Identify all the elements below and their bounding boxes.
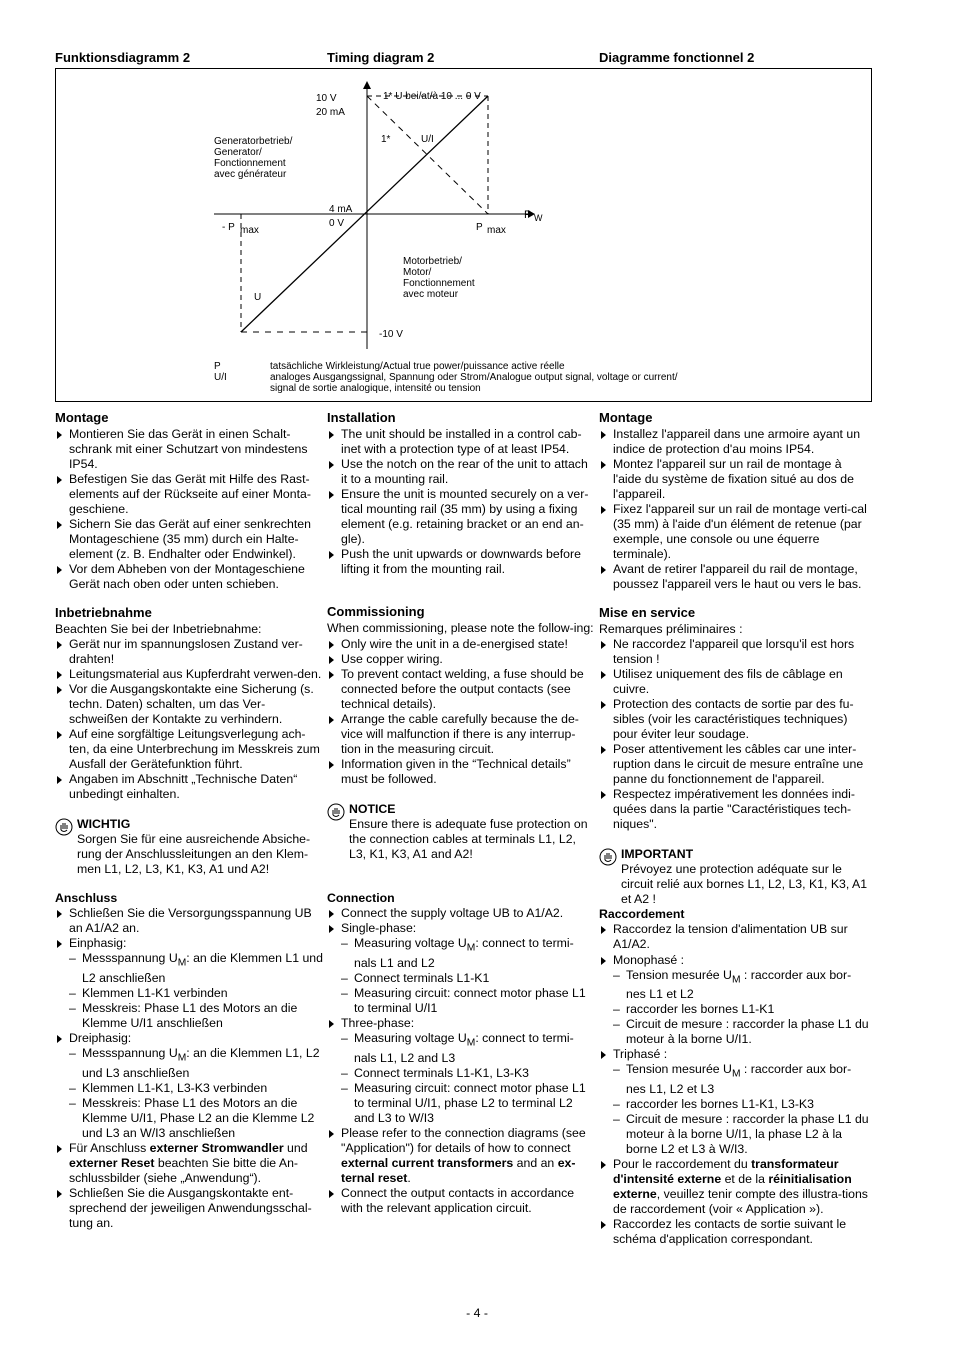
section-title-commissioning: Mise en service bbox=[599, 604, 696, 620]
label-gen-3: Fonctionnement bbox=[214, 158, 286, 169]
commissioning-intro: When commissioning, please note the follow-ing: bbox=[327, 621, 594, 636]
column-en bbox=[327, 410, 595, 1216]
legend-ui-text-1: analoges Ausgangssignal, Spannung oder Strom/Analogue output signal, voltage or current/ bbox=[270, 372, 678, 383]
list-item: To prevent contact welding, a fuse should be connected before the output contacts (see technical details). bbox=[327, 667, 595, 712]
list-item: Information given in the “Technical details” must be followed. bbox=[327, 757, 595, 787]
mounting-list bbox=[55, 427, 323, 593]
list-item: Raccordez la tension d'alimentation UB sur A1/A2. bbox=[599, 922, 871, 952]
list-subitem: – raccorder les bornes L1-K1, L3-K3 bbox=[599, 1097, 871, 1112]
list-item: Fixez l'appareil sur un rail de montage verti-cal (35 mm) à l'aide d'un élément de retenue (par exemple, une console ou une équerre terminale). bbox=[599, 502, 871, 562]
list-subitem: – Connect terminals L1-K1 bbox=[327, 971, 595, 986]
list-item: Angaben im Abschnitt „Technische Daten“ unbedingt einhalten. bbox=[55, 772, 323, 802]
list-subitem: – Circuit de mesure : raccorder la phase L1 du moteur à la borne U/I1. bbox=[599, 1017, 871, 1047]
list-subitem: – Tension mesurée $U_M$ : raccorder aux bor-nes L1, L2 et L3 bbox=[599, 1062, 871, 1097]
list-item: Für Anschluss externer Stromwandler und externer Reset beachten Sie bitte die An-schlussbilder (siehe „Anwendung“). bbox=[55, 1141, 323, 1186]
list-item: Befestigen Sie das Gerät mit Hilfe des Rast-elements auf der Rückseite auf einer Monta-geschiene. bbox=[55, 472, 323, 517]
legend-p-key: P bbox=[214, 361, 221, 372]
list-item: Please refer to the connection diagrams (see "Application") for details of how to connect external current transformers and an ex-ternal reset. bbox=[327, 1126, 595, 1186]
list-item: Push the unit upwards or downwards before lifting it from the mounting rail. bbox=[327, 547, 595, 577]
section-title-mounting: Montage bbox=[599, 410, 653, 425]
label-mot-2: Motor/ bbox=[403, 267, 432, 278]
section-title-mounting: Montage bbox=[55, 410, 109, 425]
label-gen-1: Generatorbetrieb/ bbox=[214, 136, 293, 147]
list-item: Use copper wiring. bbox=[327, 652, 595, 667]
legend-ui-key: U/I bbox=[214, 372, 227, 383]
list-item: Leitungsmaterial aus Kupferdraht verwen-den. bbox=[55, 667, 323, 682]
list-item: Triphasé : bbox=[599, 1047, 871, 1062]
page-number: - 4 - bbox=[466, 1306, 488, 1320]
note-text: Ensure there is adequate fuse protection on the connection cables at terminals L1, L2, L3, K1, K3, A1 and A2! bbox=[349, 817, 588, 862]
list-subitem: – Messspannung $U_M$: an die Klemmen L1 und L2 anschließen bbox=[55, 951, 323, 986]
list-subitem: – Circuit de mesure : raccorder la phase L1 du moteur à la borne U/I1, la phase L2 à la borne L2 et L3 à W/I3. bbox=[599, 1112, 871, 1157]
list-subitem: – Measuring circuit: connect motor phase L1 to terminal U/I1, phase L2 to terminal L2 and L3 to W/I3 bbox=[327, 1081, 595, 1126]
connection-list bbox=[55, 906, 323, 1231]
section-title-mounting: Installation bbox=[327, 410, 396, 425]
list-item: Use the notch on the rear of the unit to attach it to a mounting rail. bbox=[327, 457, 595, 487]
list-item: Schließen Sie die Ausgangskontakte ent-sprechend der jeweiligen Anwendungsschal-tung an. bbox=[55, 1186, 323, 1231]
list-item: Monophasé : bbox=[599, 953, 871, 968]
label-4ma: 4 mA bbox=[329, 204, 353, 215]
list-subitem: – Measuring voltage $U_M$: connect to termi-nals L1 and L2 bbox=[327, 936, 595, 971]
label-neg-max: max bbox=[240, 225, 259, 236]
legend-p-text: tatsächliche Wirkleistung/Actual true power/puissance active réelle bbox=[270, 361, 565, 372]
note-title: IMPORTANT bbox=[621, 847, 694, 862]
commissioning-intro: Beachten Sie bei der Inbetriebnahme: bbox=[55, 621, 262, 636]
y-axis-arrow bbox=[363, 81, 371, 89]
hand-icon bbox=[55, 818, 73, 836]
label-20ma: 20 mA bbox=[316, 107, 345, 118]
note-text: Sorgen Sie für eine ausreichende Absiche-rung der Anschlussleitungen an den Klem-men L1, L2, L3, K1, K3, A1 und A2! bbox=[77, 832, 311, 877]
label-mot-3: Fonctionnement bbox=[403, 278, 475, 289]
legend-ui-text-2: signal de sortie analogique, intensité ou tension bbox=[270, 383, 481, 394]
label-gen-4: avec générateur bbox=[214, 169, 287, 180]
section-title-connection: Connection bbox=[327, 891, 395, 906]
list-item: Connect the supply voltage UB to A1/A2. bbox=[327, 906, 595, 921]
list-subitem: – Messkreis: Phase L1 des Motors an die Klemme U/I1 anschließen bbox=[55, 1001, 323, 1031]
list-item: Sichern Sie das Gerät auf einer senkrechten Montageschiene (35 mm) durch ein Halte-element (z. B. Endhalter oder Endwinkel). bbox=[55, 517, 323, 562]
commissioning-list bbox=[599, 637, 871, 833]
list-subitem: – Klemmen L1-K1, L3-K3 verbinden bbox=[55, 1081, 323, 1096]
list-item: Three-phase: bbox=[327, 1016, 595, 1031]
mounting-list bbox=[327, 427, 595, 577]
section-title-connection: Anschluss bbox=[55, 891, 118, 906]
label-mot-4: avec moteur bbox=[403, 289, 459, 300]
note-block bbox=[327, 802, 595, 862]
label-neg-p: - P bbox=[222, 222, 235, 233]
hand-icon bbox=[327, 803, 345, 821]
label-pw-p: P bbox=[524, 209, 532, 221]
list-item: Protection des contacts de sortie par des fu-sibles (voir les caractéristiques techniques) pour éviter leur soudage. bbox=[599, 697, 871, 742]
label-mot-1: Motorbetrieb/ bbox=[403, 256, 462, 267]
list-item: Montieren Sie das Gerät in einen Schalt-schrank mit einer Schutzart von mindestens IP54. bbox=[55, 427, 323, 472]
list-item: Auf eine sorgfältige Leitungsverlegung ach-ten, da eine Unterbrechung im Messkreis zum Ausfall der Gerätefunktion führt. bbox=[55, 727, 323, 772]
list-item: Montez l'appareil sur un rail de montage à l'aide du système de fixation situé au dos de l'appareil. bbox=[599, 457, 871, 502]
label-u: U bbox=[254, 292, 262, 303]
list-subitem: – Messkreis: Phase L1 des Motors an die Klemme U/I1, Phase L2 an die Klemme L2 und L3 an W/I3 anschließen bbox=[55, 1096, 323, 1141]
label-0v: 0 V bbox=[329, 218, 345, 229]
header-de: Funktionsdiagramm 2 bbox=[55, 50, 191, 65]
list-subitem: – Connect terminals L1-K1, L3-K3 bbox=[327, 1066, 595, 1081]
label-pw-w: W bbox=[534, 213, 543, 223]
label-gen-2: Generator/ bbox=[214, 147, 262, 158]
section-title-commissioning: Commissioning bbox=[327, 604, 425, 620]
note-block bbox=[599, 847, 871, 907]
connection-list bbox=[599, 922, 871, 1247]
commissioning-list bbox=[55, 637, 323, 803]
list-item: Einphasig: bbox=[55, 936, 323, 951]
label-10v: 10 V bbox=[316, 93, 337, 104]
label-pos-max: max bbox=[487, 225, 506, 236]
commissioning-intro: Remarques préliminaires : bbox=[599, 621, 743, 636]
list-subitem: – raccorder les bornes L1-K1 bbox=[599, 1002, 871, 1017]
list-subitem: – Measuring voltage $U_M$: connect to termi-nals L1, L2 and L3 bbox=[327, 1031, 595, 1066]
list-item: Utilisez uniquement des fils de câblage en cuivre. bbox=[599, 667, 871, 697]
section-title-connection: Raccordement bbox=[599, 907, 685, 922]
list-item: Vor dem Abheben von der Montageschiene Gerät nach oben oder unten schieben. bbox=[55, 562, 323, 592]
label-1star: 1* bbox=[381, 134, 391, 145]
list-item: Ne raccordez l'appareil que lorsqu'il est hors tension ! bbox=[599, 637, 871, 667]
list-subitem: – Klemmen L1-K1 verbinden bbox=[55, 986, 323, 1001]
list-item: Dreiphasig: bbox=[55, 1031, 323, 1046]
note-block bbox=[55, 817, 323, 877]
label-ui: U/I bbox=[421, 134, 434, 145]
list-item: Connect the output contacts in accordance with the relevant application circuit. bbox=[327, 1186, 595, 1216]
list-item: Single-phase: bbox=[327, 921, 595, 936]
section-title-commissioning: Inbetriebnahme bbox=[55, 604, 152, 620]
timing-diagram bbox=[55, 68, 872, 402]
mounting-list bbox=[599, 427, 871, 593]
header-fr: Diagramme fonctionnel 2 bbox=[599, 50, 755, 65]
list-subitem: – Measuring circuit: connect motor phase L1 to terminal U/I1 bbox=[327, 986, 595, 1016]
list-item: Schließen Sie die Versorgungsspannung UB an A1/A2 an. bbox=[55, 906, 323, 936]
column-de bbox=[55, 410, 323, 1231]
connection-list bbox=[327, 906, 595, 1216]
note-text: Prévoyez une protection adéquate sur le circuit relié aux bornes L1, L2, L3, K1, K3, A1 et A2 ! bbox=[621, 862, 868, 907]
header-en: Timing diagram 2 bbox=[327, 50, 435, 65]
commissioning-list bbox=[327, 637, 595, 787]
column-fr bbox=[599, 410, 871, 1247]
list-subitem: – Messspannung $U_M$: an die Klemmen L1, L2 und L3 anschließen bbox=[55, 1046, 323, 1081]
note-title: NOTICE bbox=[349, 801, 396, 816]
list-subitem: – Tension mesurée $U_M$ : raccorder aux bor-nes L1 et L2 bbox=[599, 968, 871, 1003]
list-item: Ensure the unit is mounted securely on a ver-tical mounting rail (35 mm) by using a fixing element (e.g. retaining bracket or an end an-gle). bbox=[327, 487, 595, 547]
list-item: Gerät nur im spannungslosen Zustand ver-drahten! bbox=[55, 637, 323, 667]
label-neg10v: -10 V bbox=[379, 329, 403, 340]
list-item: Respectez impérativement les données indi-quées dans la partie "Caractéristiques tech-niques". bbox=[599, 787, 871, 832]
list-item: Arrange the cable carefully because the de-vice will malfunction if there is any interrup-tion in the measuring circuit. bbox=[327, 712, 595, 757]
list-item: Poser attentivement les câbles car une inter-ruption dans le circuit de mesure entraîne une panne du fonctionnement de l'appareil. bbox=[599, 742, 871, 787]
list-item: Installez l'appareil dans une armoire ayant un indice de protection d'au moins IP54. bbox=[599, 427, 871, 457]
label-pos-p: P bbox=[476, 222, 483, 233]
note-title: WICHTIG bbox=[77, 817, 131, 832]
list-item: The unit should be installed in a control cab-inet with a protection type of at least IP54. bbox=[327, 427, 595, 457]
list-item: Pour le raccordement du transformateur d'intensité externe et de la réinitialisation externe, veuillez tenir compte des illustra-tions de raccordement (voir « Application »). bbox=[599, 1157, 871, 1217]
list-item: Vor die Ausgangskontakte eine Sicherung (s. techn. Daten) schalten, um das Ver-schweißen der Kontakte zu verhindern. bbox=[55, 682, 323, 727]
list-item: Avant de retirer l'appareil du rail de montage, poussez l'appareil vers le haut ou vers le bas. bbox=[599, 562, 871, 592]
list-item: Only wire the unit in a de-energised state! bbox=[327, 637, 595, 652]
label-top-1star: 1* U bei/at/à 10 ... 0 V bbox=[383, 91, 481, 102]
hand-icon bbox=[599, 848, 617, 866]
timing-diagram-svg bbox=[56, 69, 873, 403]
list-item: Raccordez les contacts de sortie suivant le schéma d'application correspondant. bbox=[599, 1217, 871, 1247]
